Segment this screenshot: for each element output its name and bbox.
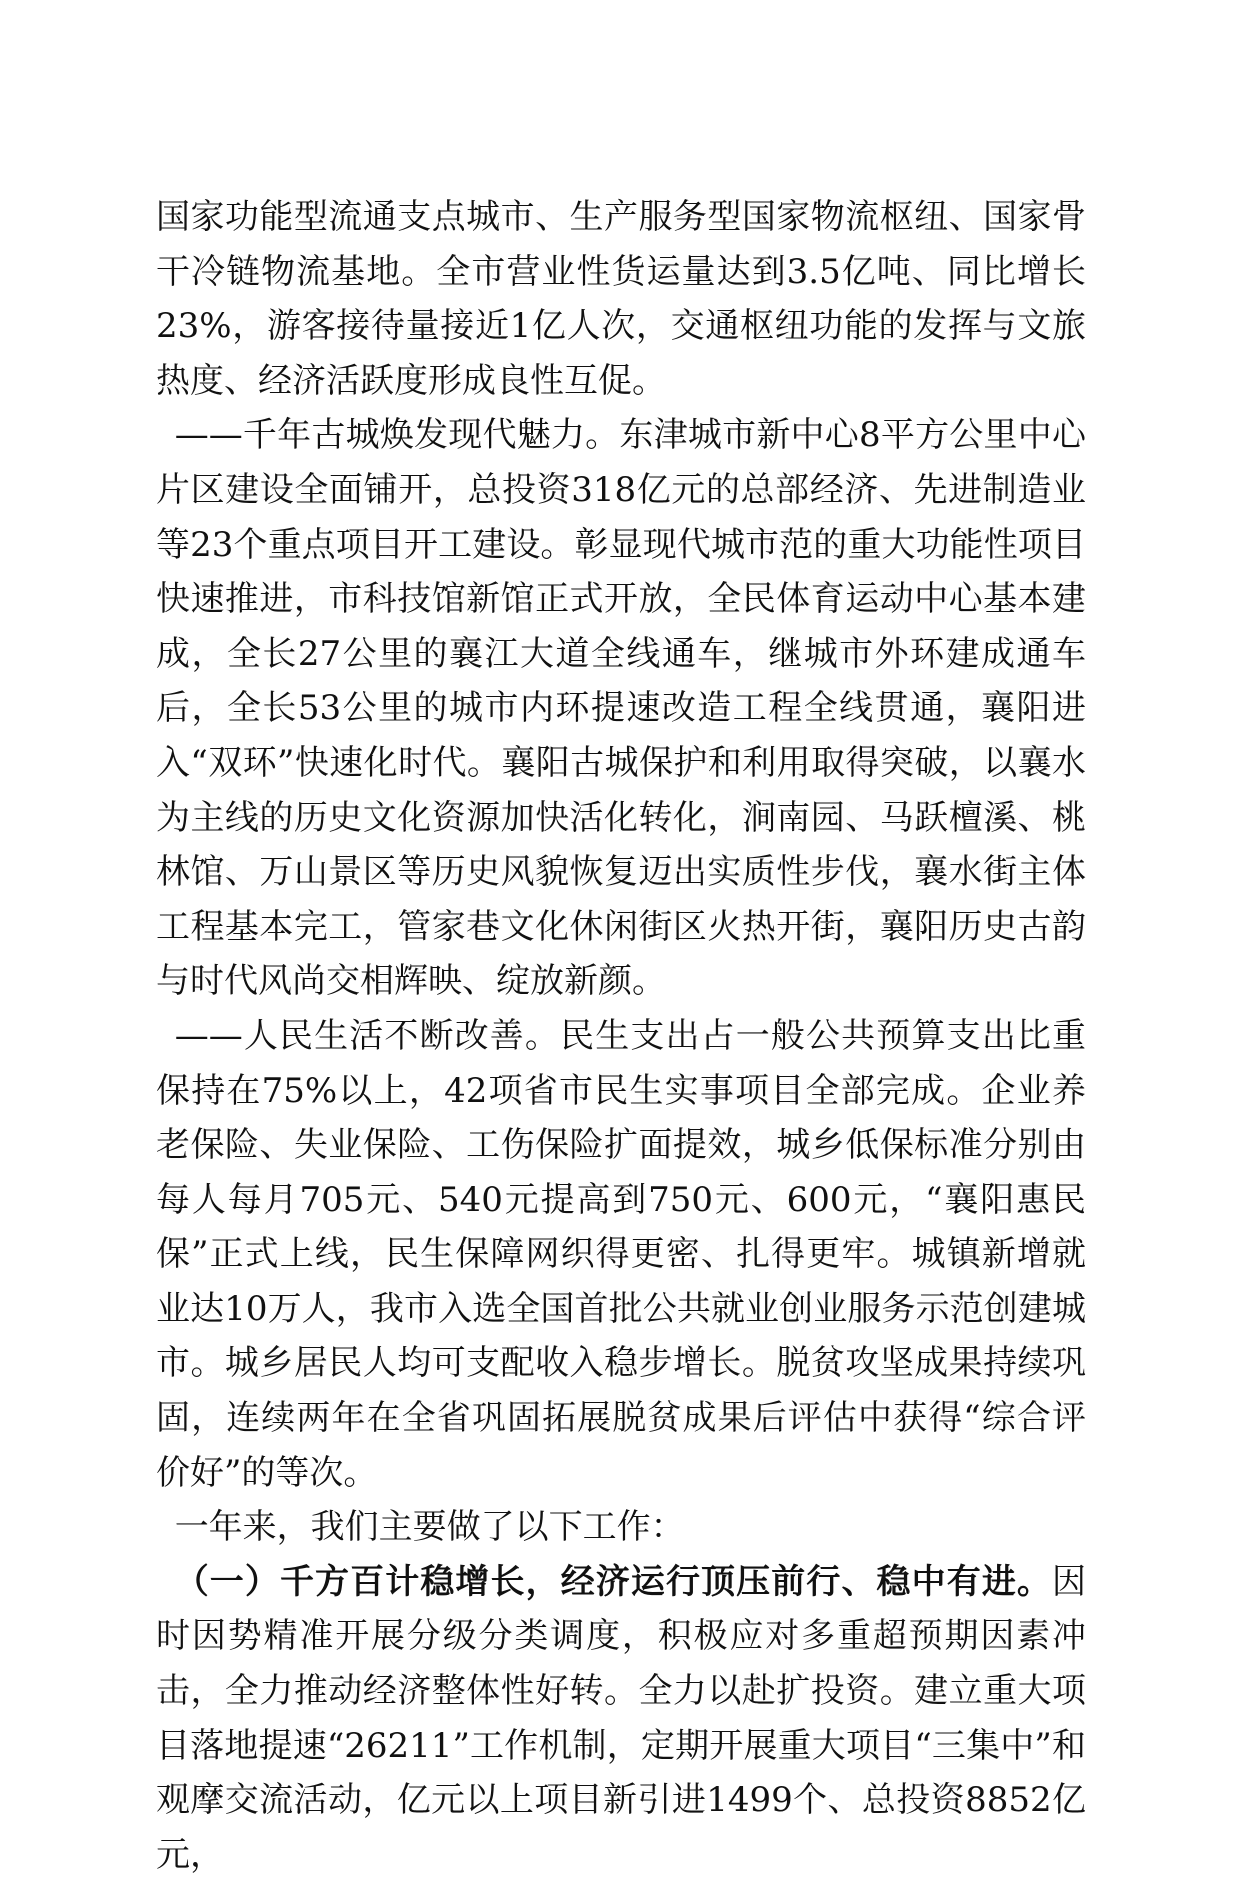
paragraph-logistics-hub: 国家功能型流通支点城市、生产服务型国家物流枢纽、国家骨干冷链物流基地。全市营业性货运量达到3.5亿吨、同比增长23%，游客接待量接近1亿人次，交通枢纽功能的发挥与文旅热度、经济活跃度形成良性互促。 [156, 197, 1086, 401]
section-one-paragraph [156, 1555, 1086, 1882]
section-one-body: 因时因势精准开展分级分类调度，积极应对多重超预期因素冲击，全力推动经济整体性好转。全力以赴扩投资。建立重大项目落地提速“26211”工作机制，定期开展重大项目“三集中”和观摩交流活动，亿元以上项目新引进1499个、总投资8852亿元， [156, 1561, 1086, 1875]
document-body [156, 190, 1086, 1882]
paragraph-ancient-city: ——千年古城焕发现代魅力。东津城市新中心8平方公里中心片区建设全面铺开，总投资318亿元的总部经济、先进制造业等23个重点项目开工建设。彰显现代城市范的重大功能性项目快速推进，市科技馆新馆正式开放，全民体育运动中心基本建成，全长27公里的襄江大道全线通车，继城市外环建成通车后，全长53公里的城市内环提速改造工程全线贯通，襄阳进入“双环”快速化时代。襄阳古城保护和利用取得突破，以襄水为主线的历史文化资源加快活化转化，涧南园、马跃檀溪、桃林馆、万山景区等历史风貌恢复迈出实质性步伐，襄水街主体工程基本完工，管家巷文化休闲街区火热开街，襄阳历史古韵与时代风尚交相辉映、绽放新颜。 [156, 415, 1086, 1002]
paragraph-work-intro: 一年来，我们主要做了以下工作： [174, 1507, 685, 1548]
section-one-heading: （一）千方百计稳增长，经济运行顶压前行、稳中有进。 [174, 1561, 1052, 1602]
paragraph-people-livelihood: ——人民生活不断改善。民生支出占一般公共预算支出比重保持在75%以上，42项省市民生实事项目全部完成。企业养老保险、失业保险、工伤保险扩面提效，城乡低保标准分别由每人每月705元、540元提高到750元、600元，“襄阳惠民保”正式上线，民生保障网织得更密、扎得更牢。城镇新增就业达10万人，我市入选全国首批公共就业创业服务示范创建城市。城乡居民人均可支配收入稳步增长。脱贫攻坚成果持续巩固，连续两年在全省巩固拓展脱贫成果后评估中获得“综合评价好”的等次。 [156, 1015, 1086, 1493]
